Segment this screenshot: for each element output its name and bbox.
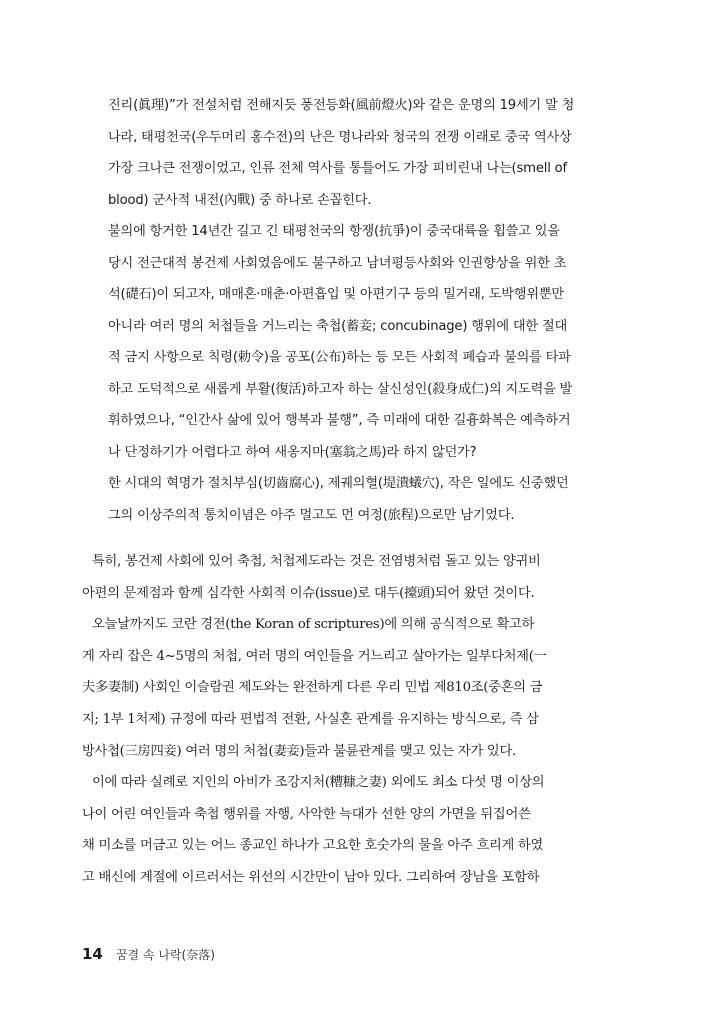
quote-line: 아니라 여러 명의 처첩들을 거느리는 축첩(蓄妾; concubinage) 행위에 대한 절대 xyxy=(108,318,568,334)
quoted-passage xyxy=(108,94,608,535)
quote-line: blood) 군사적 내전(內戰) 중 하나로 손꼽힌다. xyxy=(108,192,372,208)
body-line: 지; 1부 1처제) 규정에 따라 편법적 전환, 사실혼 관계를 유지하는 방식으로, 즉 삼 xyxy=(82,711,539,727)
quote-line: 불의에 항거한 14년간 길고 긴 태평천국의 항쟁(抗爭)이 중국대륙을 휩쓸고 있을 xyxy=(108,224,560,239)
quote-line: 휘하였으나, “인간사 삶에 있어 행복과 불행”, 즉 미래에 대한 길흉화복은 예측하거 xyxy=(108,413,571,428)
quote-line: 한 시대의 혁명가 절치부심(切齒腐心), 제궤의혈(堤潰蟻穴), 작은 일에도 신중했던 xyxy=(108,476,569,491)
body-line: 특히, 봉건제 사회에 있어 축첩, 처첩제도라는 것은 전염병처럼 돌고 있는 양귀비 xyxy=(92,554,541,569)
body-line: 夫多妻制) 사회인 이슬람권 제도와는 완전하게 다른 우리 민법 제810조(중혼의 금 xyxy=(82,680,543,696)
body-line: 방사첩(三房四妾) 여러 명의 처첩(妻妾)들과 불륜관계를 맺고 있는 자가 있다. xyxy=(82,743,516,759)
body-line: 나이 어린 여인들과 축첩 행위를 자행, 사악한 늑대가 선한 양의 가면을 뒤집어쓴 xyxy=(82,806,531,822)
body-line: 게 자리 잡은 4~5명의 처첩, 여러 명의 여인들을 거느리고 살아가는 일부다처제(一 xyxy=(82,648,547,664)
quote-line: 그의 이상주의적 통치이념은 아주 멀고도 먼 여정(旅程)으로만 남기었다. xyxy=(108,507,515,523)
page-footer xyxy=(82,944,215,965)
body-line: 고 배신에 계절에 이르러서는 위선의 시간만이 남아 있다. 그리하여 장남을 포함하 xyxy=(82,869,540,885)
running-title: 꿈결 속 나락(奈落) xyxy=(115,948,215,962)
quote-line: 하고 도덕적으로 새롭게 부활(復活)하고자 하는 살신성인(殺身成仁)의 지도력을 발 xyxy=(108,381,573,397)
body-line: 아편의 문제점과 함께 심각한 사회적 이슈(issue)로 대두(擡頭)되어 왔던 것이다. xyxy=(82,585,535,601)
quote-line: 당시 전근대적 봉건제 사회였음에도 불구하고 남녀평등사회와 인권향상을 위한 초 xyxy=(108,255,567,271)
body-text xyxy=(82,550,622,898)
quote-line: 진리(眞理)”가 전설처럼 전해지듯 풍전등화(風前燈火)와 같은 운명의 19세기 말 청 xyxy=(108,98,575,113)
quote-line: 가장 크나큰 전쟁이었고, 인류 전체 역사를 통틀어도 가장 피비린내 나는(smell of xyxy=(108,161,567,176)
body-line: 오늘날까지도 코란 경전(the Koran of scriptures)에 의해 공식적으로 확고하 xyxy=(92,617,535,633)
quote-line: 석(礎石)이 되고자, 매매혼·매춘·아편흡입 및 아편기구 등의 밀거래, 도박행위뿐만 xyxy=(108,287,564,302)
page-number: 14 xyxy=(82,945,103,963)
quote-line: 적 금지 사항으로 칙령(勅令)을 공포(公布)하는 등 모든 사회적 폐습과 불의를 타파 xyxy=(108,350,571,365)
quote-line: 나라, 태평천국(우두머리 홍수전)의 난은 명나라와 청국의 전쟁 이래로 중국 역사상 xyxy=(108,129,572,145)
body-line: 채 미소를 머금고 있는 어느 종교인 하나가 고요한 호숫가의 물을 아주 흐리게 하였 xyxy=(82,838,544,854)
body-line: 이에 따라 실례로 지인의 아비가 조강지처(糟糠之妻) 외에도 최소 다섯 명 이상의 xyxy=(92,775,545,791)
quote-line: 나 단정하기가 어렵다고 하여 새옹지마(塞翁之馬)라 하지 않던가? xyxy=(108,444,477,460)
